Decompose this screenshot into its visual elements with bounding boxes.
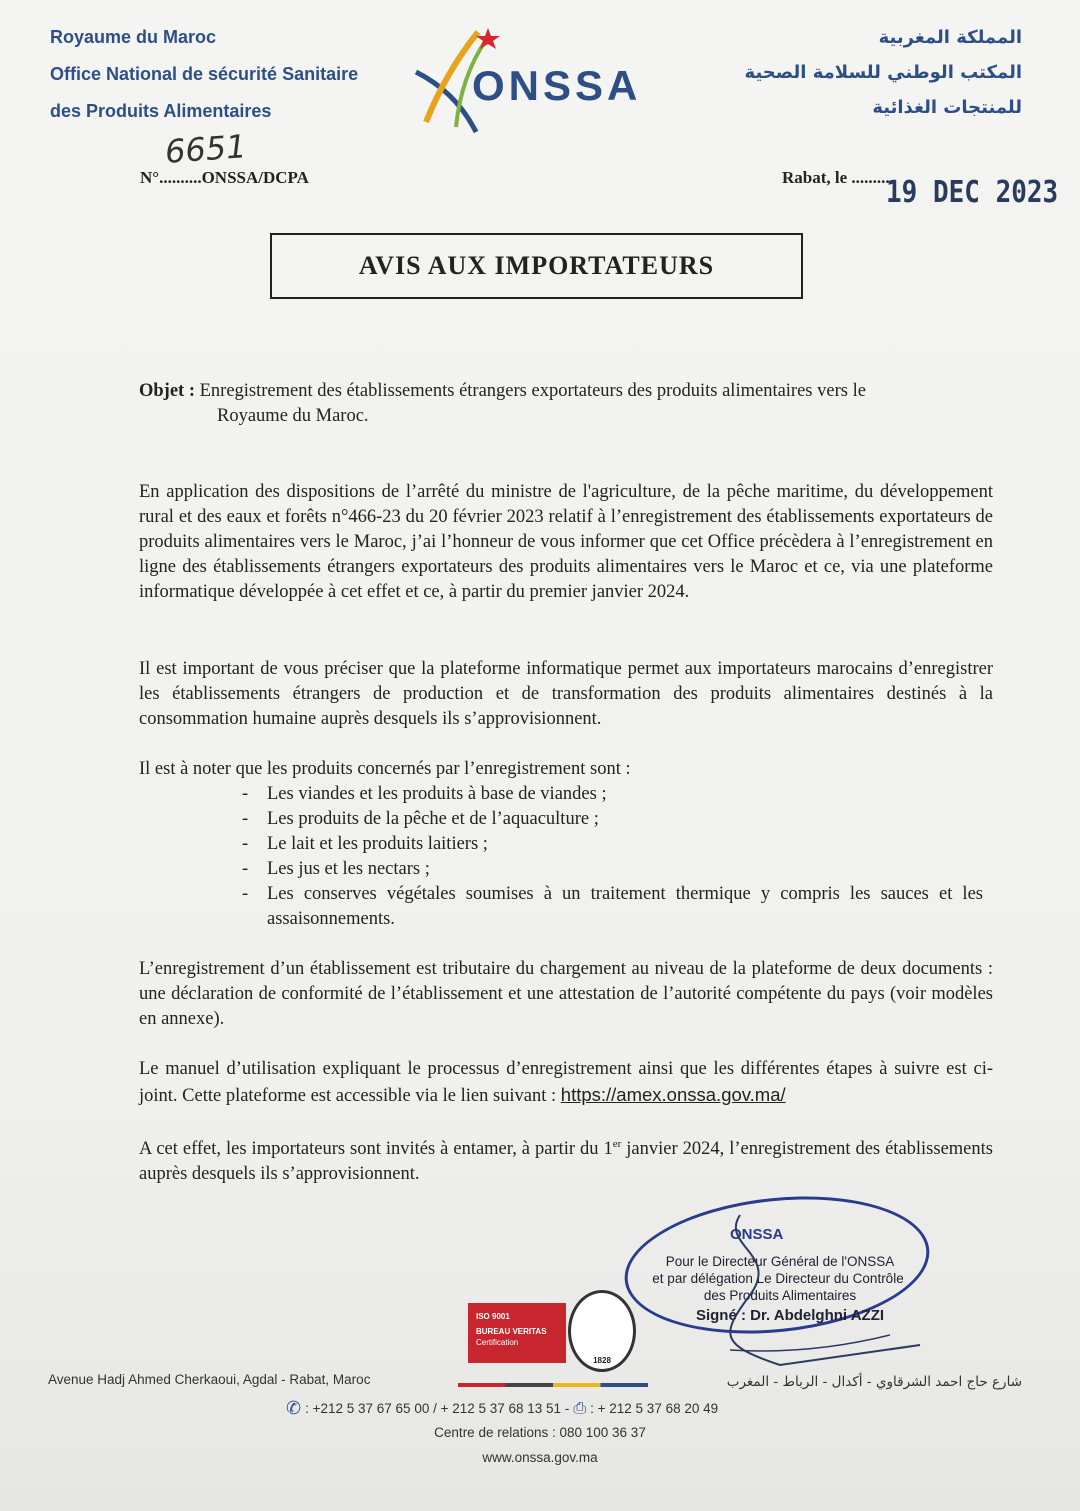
footer-fax: : + 212 5 37 68 20 49 <box>590 1401 719 1416</box>
paragraph-5-text: Le manuel d’utilisation expliquant le processus d’enregistrement ainsi que les différentes étapes à suivre est ci-joint. Cette plateforme est accessible via le lien suivant : <box>139 1059 993 1106</box>
signature-line-1: Pour le Directeur Général de l'ONSSA <box>665 1254 895 1269</box>
paragraph-4: L’enregistrement d’un établissement est tributaire du chargement au niveau de la plateforme de deux documents : une déclaration de conformité de l’établissement et une attestation de l’autorité compétente du pays (voir modèles en annexe). <box>139 959 993 1029</box>
header-office-ar-2: للمنتجات الغذائية <box>872 97 1022 118</box>
bv-sub-label: Certification <box>476 1338 519 1347</box>
bv-org-label: BUREAU VERITAS <box>476 1327 547 1336</box>
products-intro: Il est à noter que les produits concernés par l’enregistrement sont : <box>139 759 631 779</box>
list-item: - Les conserves végétales soumises à un traitement thermique y compris les sauces et les assaisonnements. <box>139 882 993 932</box>
objet-block <box>139 379 993 429</box>
document-title: AVIS AUX IMPORTATEURS <box>358 251 715 280</box>
footer-address-ar: شارع حاج احمد الشرقاوي - أكدال - الرباط - المغرب <box>726 1374 1022 1390</box>
footer-contacts <box>286 1398 718 1419</box>
footer-relations: Centre de relations : 080 100 36 37 <box>434 1425 646 1440</box>
list-item: - Le lait et les produits laitiers ; <box>139 832 993 857</box>
reference-number-handwritten: 6651 <box>163 127 248 171</box>
logo-text: ONSSA <box>472 62 642 109</box>
phone-icon: ✆ <box>286 1398 302 1418</box>
iso-label: ISO 9001 <box>476 1312 510 1321</box>
date-stamp: 19 DEC 2023 <box>886 175 1059 211</box>
objet-text-1: Enregistrement des établissements étrangers exportateurs des produits alimentaires vers le <box>195 381 866 401</box>
platform-link[interactable]: https://amex.onssa.gov.ma/ <box>560 1084 786 1105</box>
footer-address-fr: Avenue Hadj Ahmed Cherkaoui, Agdal - Rabat, Maroc <box>48 1372 371 1387</box>
date-label: Rabat, le .......... <box>782 168 894 187</box>
list-item: - Les produits de la pêche et de l’aquaculture ; <box>139 807 993 832</box>
products-list <box>139 782 993 932</box>
paragraph-6-b: janvier 2024, l’enregistrement des établissements auprès desquels ils s’approvisionnent. <box>139 1139 993 1185</box>
paragraph-6-sup: er <box>612 1138 622 1150</box>
footer-website[interactable]: www.onssa.gov.ma <box>482 1450 598 1465</box>
header-office-ar: المكتب الوطني للسلامة الصحية <box>744 62 1022 83</box>
bureau-veritas-seal-icon <box>568 1290 636 1372</box>
header-office-fr-2: des Produits Alimentaires <box>50 101 272 121</box>
list-item: - Les jus et les nectars ; <box>139 857 993 882</box>
objet-text-2: Royaume du Maroc. <box>217 406 369 426</box>
footer-phones: : +212 5 37 67 65 00 / + 212 5 37 68 13 51 - <box>305 1401 570 1416</box>
signature-line-2: et par délégation Le Directeur du Contrôle <box>652 1271 904 1286</box>
signature-signed: Signé : Dr. Abdelghni AZZI <box>695 1307 885 1324</box>
bv-year: 1828 <box>593 1356 611 1365</box>
title-box <box>270 233 803 299</box>
list-item: - Les viandes et les produits à base de viandes ; <box>139 782 993 807</box>
footer-color-bar <box>458 1383 648 1387</box>
paragraph-1: En application des dispositions de l’arrêté du ministre de l'agriculture, de la pêche maritime, du développement rural et des eaux et forêts n°466-23 du 20 février 2023 relatif à l’enregistrement des établissements exportateurs de produits alimentaires vers le Maroc, j’ai l’honneur de vous informer que cet Office précèdera à l’enregistrement en ligne des établissements étrangers exportateurs des produits alimentaires vers le Maroc et ce, via une plateforme informatique développée à cet effet et ce, à partir du premier janvier 2024. <box>139 482 993 602</box>
objet-label: Objet : <box>139 381 195 401</box>
paragraph-5 <box>139 1057 993 1109</box>
header-country-ar: المملكة المغربية <box>878 27 1022 48</box>
reference-label: N°..........ONSSA/DCPA <box>140 168 309 187</box>
paragraph-6-a: A cet effet, les importateurs sont invités à entamer, à partir du 1 <box>139 1139 613 1160</box>
products-block <box>139 757 993 932</box>
handwritten-signature-icon <box>660 1205 960 1385</box>
paragraph-6 <box>139 1132 993 1187</box>
paragraph-2: Il est important de vous préciser que la plateforme informatique permet aux importateurs marocains d’enregistrer les établissements étrangers de production et de transformation des produits alimentaires destinés à la consommation humaine auprès desquels ils s’approvisionnent. <box>139 659 993 729</box>
bureau-veritas-badge <box>468 1303 566 1363</box>
stamp-logo: ONSSA <box>730 1226 784 1243</box>
header-office-fr: Office National de sécurité Sanitaire <box>50 64 359 84</box>
header-country-fr: Royaume du Maroc <box>50 27 217 47</box>
signature-line-3: des Produits Alimentaires <box>703 1288 857 1303</box>
fax-icon: ⎙ <box>573 1399 587 1417</box>
